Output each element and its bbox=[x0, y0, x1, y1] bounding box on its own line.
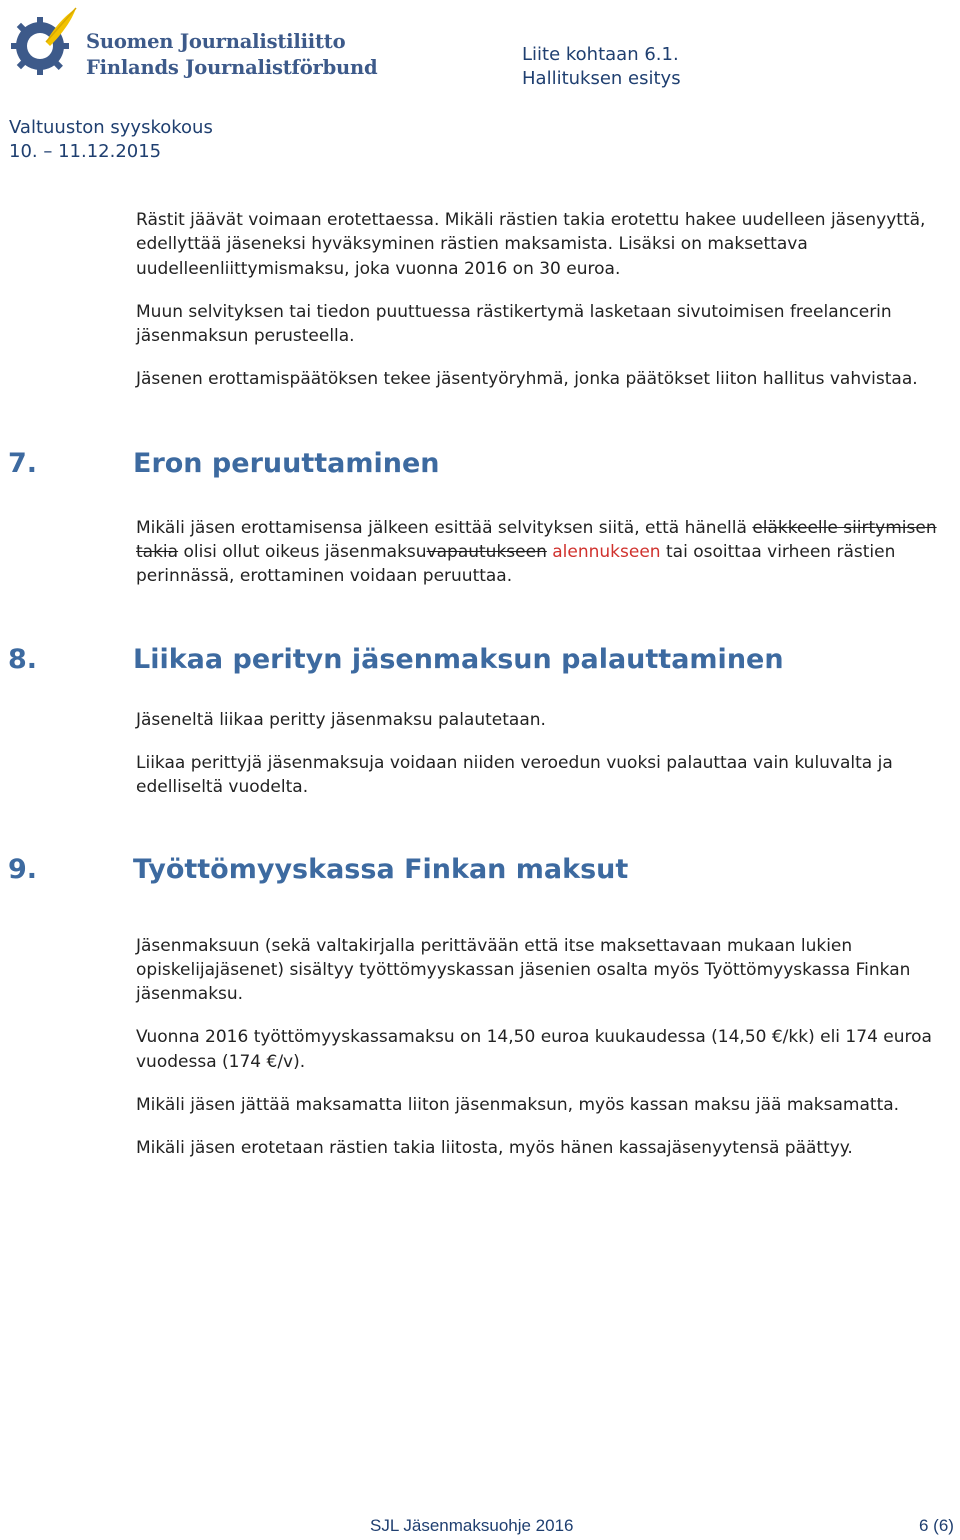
section-7-paragraph bbox=[136, 516, 958, 589]
footer-document-name: SJL Jäsenmaksuohje 2016 bbox=[370, 1516, 574, 1535]
section-9-paragraph: Vuonna 2016 työttömyyskassamaksu on 14,50 euroa kuukaudessa (14,50 €/kk) eli 174 euroa vuodessa (174 €/v). bbox=[136, 1027, 932, 1072]
proposal-label: Hallituksen esitys bbox=[522, 68, 681, 89]
section-number: 7. bbox=[8, 447, 38, 479]
section-9 bbox=[8, 853, 958, 934]
section-9-paragraph: Mikäli jäsen erotetaan rästien takia liitosta, myös hänen kassajäsenyytensä päättyy. bbox=[136, 1138, 853, 1159]
inserted-text: alennukseen bbox=[546, 542, 661, 563]
meeting-name: Valtuuston syyskokous bbox=[9, 117, 213, 138]
intro-paragraph: Jäsenen erottamispäätöksen tekee jäsentyöryhmä, jonka päätökset liiton hallitus vahvistaa. bbox=[136, 369, 918, 390]
section-number: 8. bbox=[8, 643, 38, 675]
section-8-paragraph: Jäseneltä liikaa peritty jäsenmaksu palautetaan. bbox=[136, 709, 546, 730]
section-9-paragraph: Mikäli jäsen jättää maksamatta liiton jäsenmaksun, myös kassan maksu jää maksamatta. bbox=[136, 1095, 900, 1116]
section-7 bbox=[8, 447, 958, 516]
deleted-text: eläkkeelle siirtymisen takia bbox=[136, 517, 937, 563]
org-name-swedish: Finlands Journalistförbund bbox=[86, 56, 378, 79]
text-run: Mikäli jäsen erottamisensa jälkeen esittää selvityksen siitä, että hänellä bbox=[136, 517, 753, 538]
section-title: Liikaa perityn jäsenmaksun palauttaminen bbox=[133, 643, 784, 675]
sjl-logo-icon bbox=[6, 4, 80, 78]
document-body bbox=[8, 208, 958, 1180]
text-run: tai osoittaa virheen rästien perinnässä, erottaminen voidaan peruuttaa. bbox=[136, 542, 896, 587]
footer-page-number: 6 (6) bbox=[919, 1516, 954, 1535]
section-title: Työttömyyskassa Finkan maksut bbox=[133, 853, 629, 885]
text-run: olisi ollut oikeus jäsenmaksu bbox=[178, 542, 427, 563]
org-name-finnish: Suomen Journalistiliitto bbox=[86, 30, 346, 53]
deleted-text: vapautukseen bbox=[426, 542, 547, 563]
intro-paragraph: Rästit jäävät voimaan erotettaessa. Mikäli rästien takia erotettu hakee uudelleen jäsenyyttä, edellyttää jäseneksi hyväksyminen rästien maksamista. Lisäksi on maksettava uudelleenliittymismaksu, joka vuonna 2016 on 30 euroa. bbox=[136, 210, 926, 279]
intro-paragraph: Muun selvityksen tai tiedon puuttuessa rästikertymä lasketaan sivutoimisen freelancerin jäsenmaksun perusteella. bbox=[136, 301, 892, 347]
section-number: 9. bbox=[8, 853, 38, 885]
section-8-paragraph: Liikaa perittyjä jäsenmaksuja voidaan niiden veroedun vuoksi palauttaa vain kuluvalta ja edelliseltä vuodelta. bbox=[136, 752, 893, 798]
attachment-label: Liite kohtaan 6.1. bbox=[522, 44, 679, 65]
section-8 bbox=[8, 643, 958, 708]
meeting-date: 10. – 11.12.2015 bbox=[9, 141, 162, 162]
section-title: Eron peruuttaminen bbox=[133, 447, 440, 479]
section-9-paragraph: Jäsenmaksuun (sekä valtakirjalla perittävään että itse maksettavaan mukaan lukien opiskelijajäsenet) sisältyy työttömyyskassan jäsenien osalta myös Työttömyyskassa Finkan jäsenmaksu. bbox=[136, 935, 911, 1005]
